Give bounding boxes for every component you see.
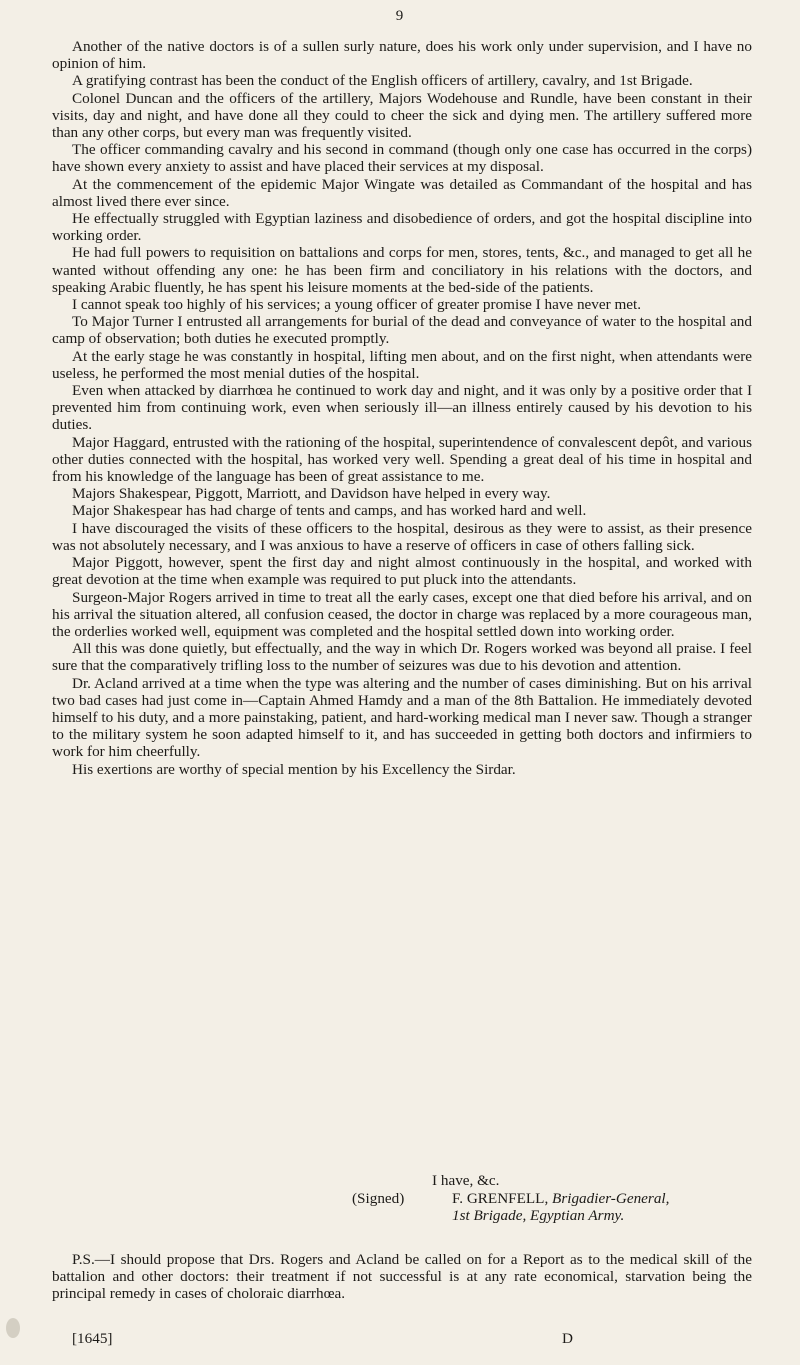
signed-label: (Signed)	[352, 1189, 405, 1207]
paragraph: A gratifying contrast has been the conduct of the English officers of artillery, cavalry, and 1st Brigade.	[72, 72, 693, 90]
paragraph: Major Haggard, entrusted with the rationing of the hospital, superintendence of convalescent depôt, and various other duties connected with the hospital, has worked very well. Spending a great deal of his time in hospital and from his knowledge of the language has been of great assistance to me.	[52, 433, 752, 486]
postscript	[52, 1251, 752, 1303]
closing-formula: I have, &c.	[432, 1172, 500, 1189]
paragraph: At the early stage he was constantly in hospital, lifting men about, and on the first night, when attendants were useless, he performed the most menial duties of the hospital.	[52, 347, 752, 382]
paragraph: Major Shakespear has had charge of tents and camps, and has worked hard and well.	[72, 502, 587, 520]
signature-mark: D	[562, 1330, 573, 1347]
postscript-text: P.S.—I should propose that Drs. Rogers and Acland be called on for a Report as to the medical skill of the battalion and other doctors: their treatment if not successful is at any rate economical, starvation being the principal remedy in cases of choloraic diarrhœa.	[52, 1251, 752, 1303]
paper-stain	[6, 1318, 20, 1338]
paragraph: He had full powers to requisition on battalions and corps for men, stores, tents, &c., and managed to get all he wanted without offending any one: he has been firm and conciliatory in his relations with the doctors, and speaking Arabic fluently, he has spent his leisure moments at the bed-side of the patients.	[52, 244, 752, 296]
paragraph: He effectually struggled with Egyptian laziness and disobedience of orders, and got the hospital discipline into working order.	[52, 210, 752, 245]
paragraph: Colonel Duncan and the officers of the artillery, Majors Wodehouse and Rundle, have been constant in their visits, day and night, and have done all they could to cheer the sick and dying men. The artillery suffered more than any other corps, but every man was frequently visited.	[52, 89, 752, 142]
letter-body	[52, 38, 752, 778]
print-code: [1645]	[72, 1330, 113, 1347]
paragraph: I have discouraged the visits of these officers to the hospital, desirous as they were to assist, as their presence was not absolutely necessary, and I was anxious to have a reserve of officers in case of others falling sick.	[52, 519, 752, 554]
signatory-unit: 1st Brigade, Egyptian Army.	[452, 1207, 625, 1225]
paragraph: At the commencement of the epidemic Major Wingate was detailed as Commandant of the hospital and has almost lived there ever since.	[52, 175, 752, 210]
paragraph: Majors Shakespear, Piggott, Marriott, and Davidson have helped in every way.	[72, 485, 551, 503]
paragraph: To Major Turner I entrusted all arrangements for burial of the dead and conveyance of water to the hospital and camp of observation; both duties he executed promptly.	[52, 313, 752, 348]
paragraph: The officer commanding cavalry and his second in command (though only one case has occurred in the corps) have shown every anxiety to assist and have placed their services at my disposal.	[52, 141, 752, 176]
signatory-rank: Brigadier-General,	[552, 1189, 670, 1207]
paragraph: Major Piggott, however, spent the first day and night almost continuously in the hospital, and worked with great devotion at the time when example was required to put pluck into the attendants.	[52, 554, 752, 589]
paragraph: His exertions are worthy of special mention by his Excellency the Sirdar.	[72, 760, 516, 778]
signatory-line	[452, 1190, 669, 1208]
signatory-name: F. GRENFELL,	[452, 1189, 549, 1207]
paragraph: I cannot speak too highly of his services; a young officer of greater promise I have never met.	[72, 296, 642, 314]
paragraph: All this was done quietly, but effectually, and the way in which Dr. Rogers worked was beyond all praise. I feel sure that the comparatively trifling loss to the number of seizures was due to his devotion and attention.	[52, 640, 752, 675]
paragraph: Dr. Acland arrived at a time when the type was altering and the number of cases diminishing. But on his arrival two bad cases had just come in—Captain Ahmed Hamdy and a man of the 8th Battalion. He immediately devoted himself to his duty, and a more painstaking, patient, and hard-working medical man I never saw. Though a stranger to the military system he soon adapted himself to it, and has succeeded in getting both doctors and infirmiers to work for him cheerfully.	[52, 674, 752, 761]
paragraph: Even when attacked by diarrhœa he continued to work day and night, and it was only by a positive order that I prevented him from continuing work, even when seriously ill—an illness entirely caused by his devotion to his duties.	[52, 382, 752, 434]
signature-block	[52, 1172, 752, 1225]
paragraph: Surgeon-Major Rogers arrived in time to treat all the early cases, except one that died before his arrival, and on his arrival the situation altered, all confusion ceased, the doctor in charge was replaced by a more courageous man, the orderlies worked well, equipment was completed and the hospital settled down into working order.	[52, 588, 752, 640]
page-number: 9	[395, 8, 405, 24]
paragraph: Another of the native doctors is of a sullen surly nature, does his work only under supervision, and I have no opinion of him.	[52, 38, 752, 73]
